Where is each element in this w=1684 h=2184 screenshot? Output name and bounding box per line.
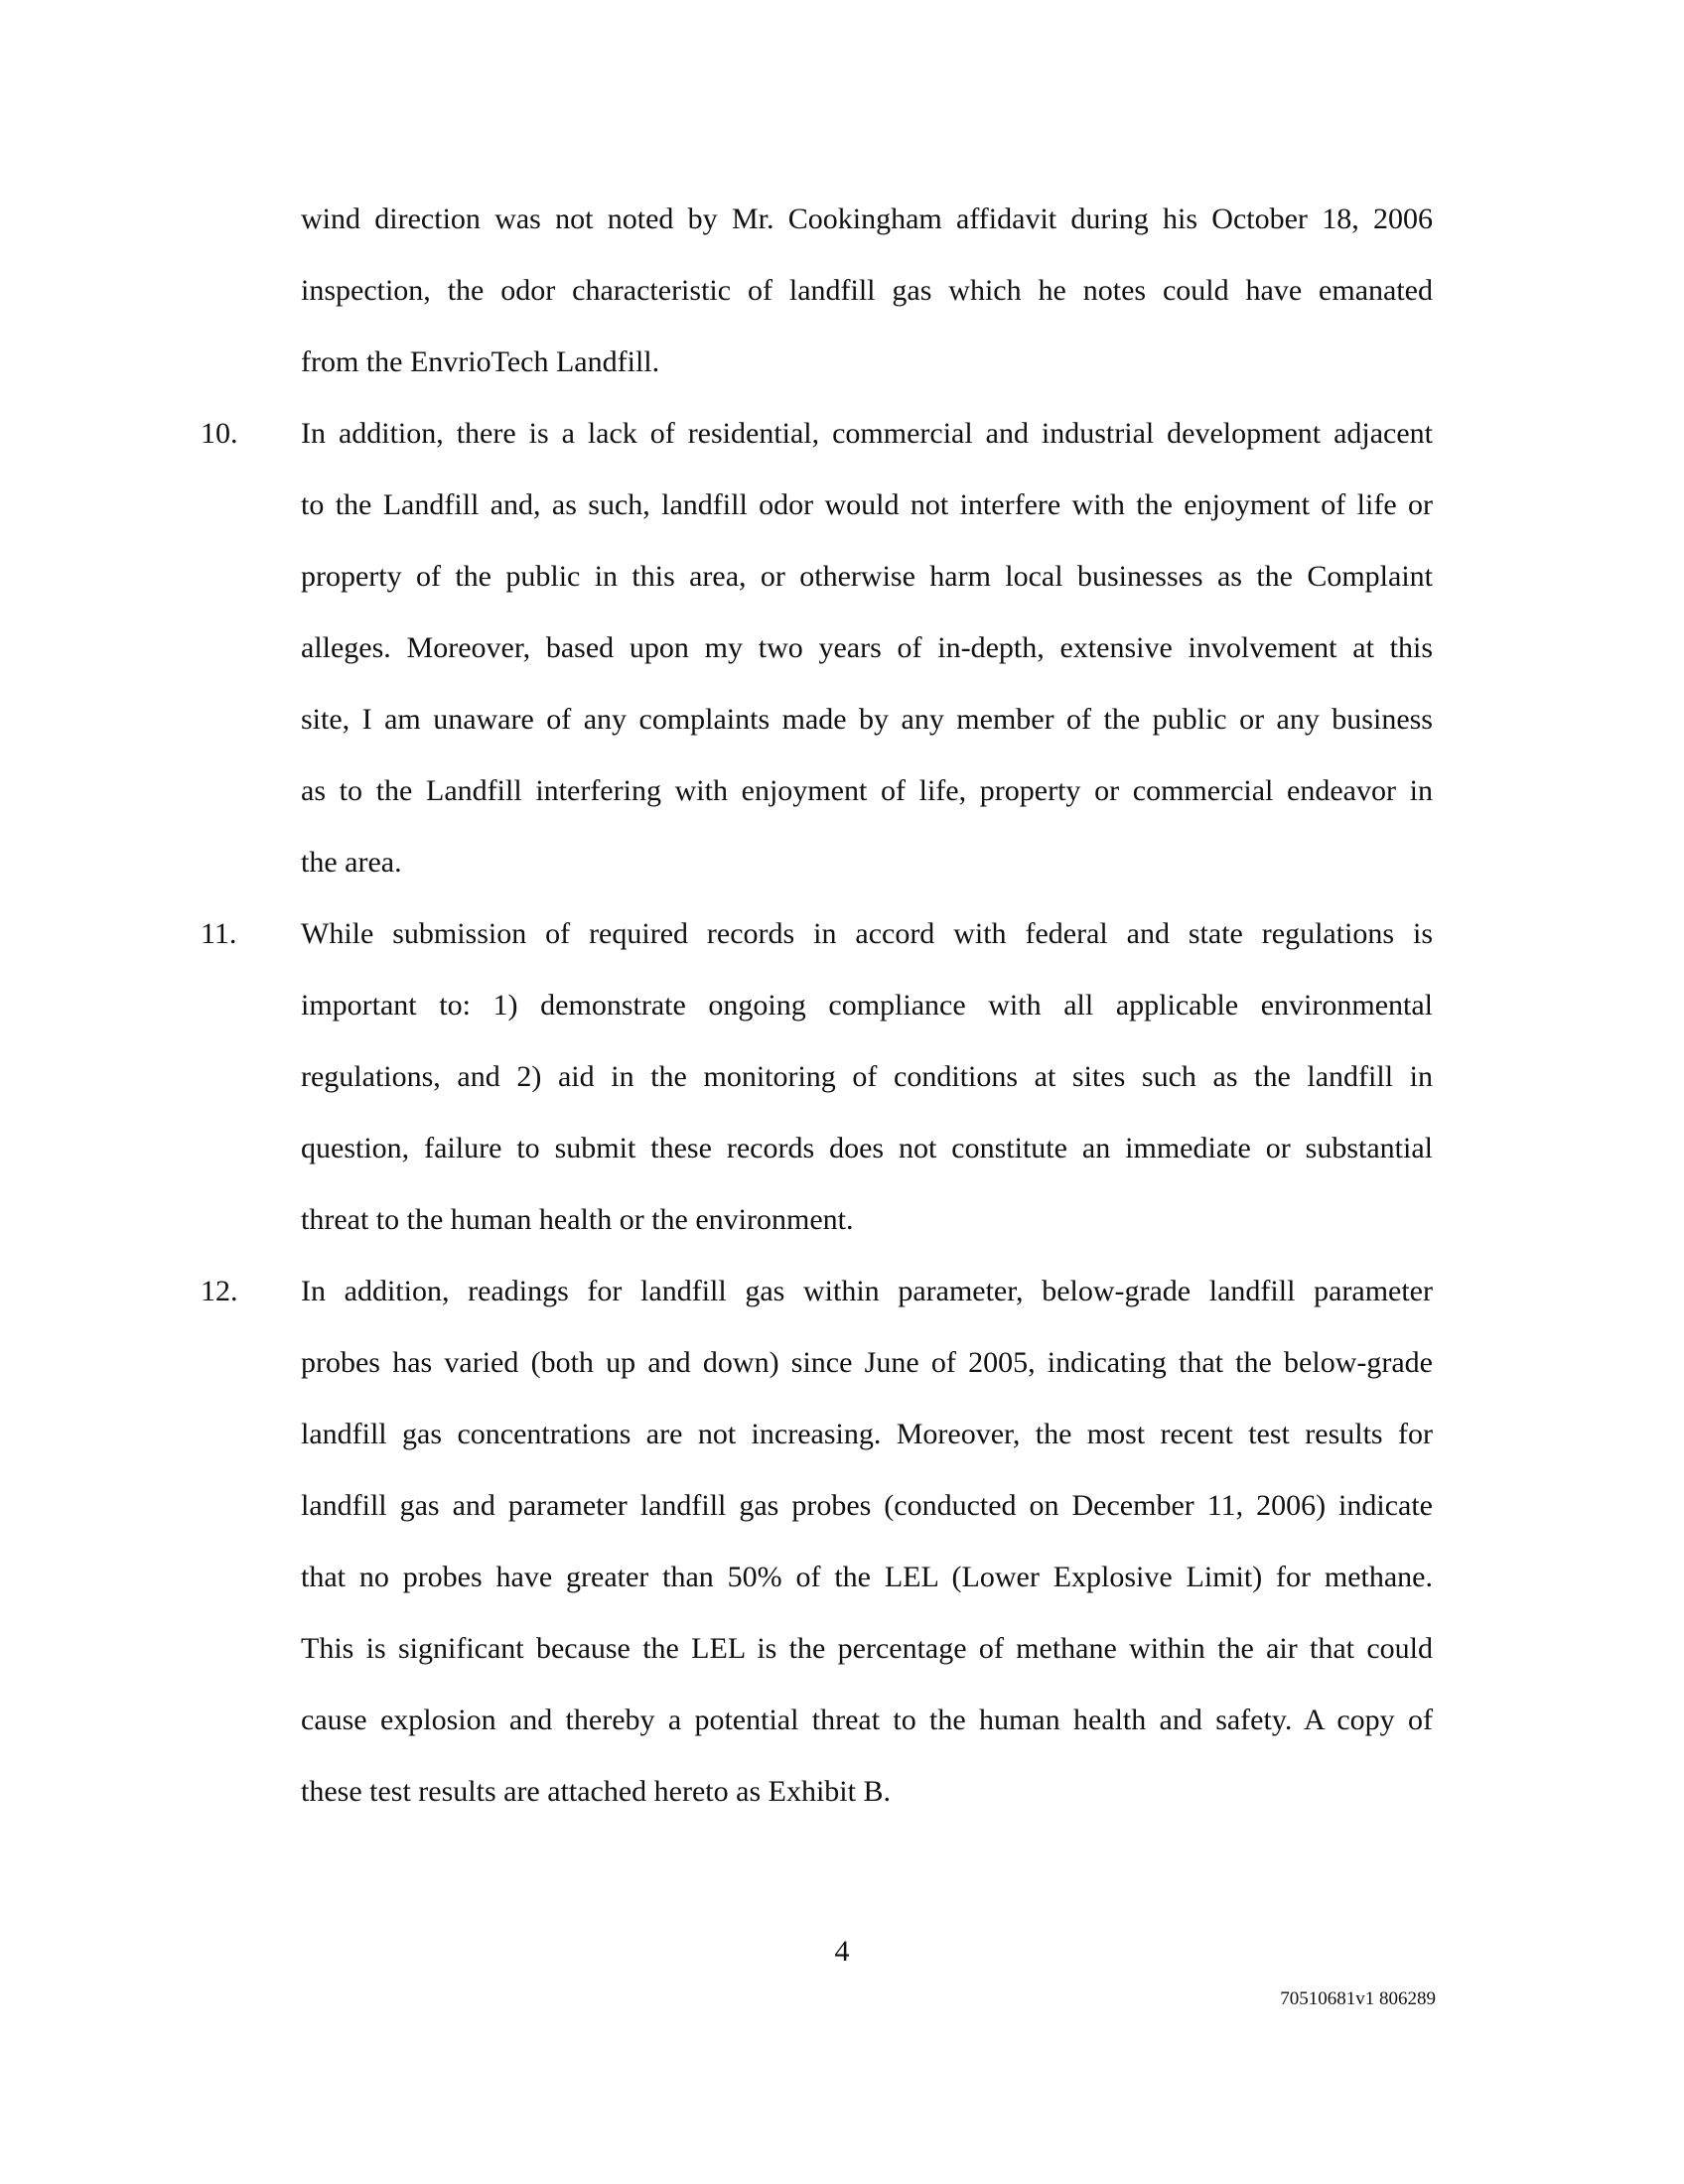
document-id: 70510681v1 806289 xyxy=(1280,1988,1436,2009)
body-line: regulations, and 2) aid in the monitoring of conditions at sites such as the landfill in xyxy=(301,1060,1433,1093)
body-line: This is significant because the LEL is the percentage of methane within the air that could xyxy=(301,1632,1433,1665)
body-line: landfill gas concentrations are not increasing. Moreover, the most recent test results for xyxy=(301,1418,1433,1450)
body-line: probes has varied (both up and down) since June of 2005, indicating that the below-grade xyxy=(301,1346,1433,1379)
paragraph-number: 11. xyxy=(201,917,237,950)
body-line: wind direction was not noted by Mr. Cookingham affidavit during his October 18, 2006 xyxy=(301,203,1433,235)
body-line: that no probes have greater than 50% of the LEL (Lower Explosive Limit) for methane. xyxy=(301,1561,1433,1593)
body-line: property of the public in this area, or otherwise harm local businesses as the Complaint xyxy=(301,560,1433,593)
paragraph-number: 12. xyxy=(201,1275,238,1307)
body-line: cause explosion and thereby a potential threat to the human health and safety. A copy of xyxy=(301,1704,1433,1736)
body-line: While submission of required records in accord with federal and state regulations is xyxy=(301,917,1433,950)
body-line: alleges. Moreover, based upon my two years of in-depth, extensive involvement at this xyxy=(301,631,1433,664)
body-line: these test results are attached hereto as Exhibit B. xyxy=(301,1775,891,1808)
body-line: threat to the human health or the environment. xyxy=(301,1203,854,1236)
body-line: the area. xyxy=(301,846,402,879)
body-line: question, failure to submit these records does not constitute an immediate or substantial xyxy=(301,1132,1433,1164)
body-line: to the Landfill and, as such, landfill odor would not interfere with the enjoyment of life or xyxy=(301,488,1433,521)
paragraph-number: 10. xyxy=(201,417,238,450)
body-line: In addition, there is a lack of residential, commercial and industrial development adjacent xyxy=(301,417,1433,450)
body-line: site, I am unaware of any complaints made by any member of the public or any business xyxy=(301,703,1433,736)
page-number: 4 xyxy=(834,1935,850,1968)
body-line: important to: 1) demonstrate ongoing compliance with all applicable environmental xyxy=(301,989,1433,1022)
body-line: from the EnvrioTech Landfill. xyxy=(301,345,660,378)
body-line: inspection, the odor characteristic of landfill gas which he notes could have emanated xyxy=(301,274,1433,307)
body-line: In addition, readings for landfill gas within parameter, below-grade landfill parameter xyxy=(301,1275,1433,1307)
body-line: landfill gas and parameter landfill gas probes (conducted on December 11, 2006) indicate xyxy=(301,1489,1433,1522)
body-line: as to the Landfill interfering with enjoyment of life, property or commercial endeavor in xyxy=(301,774,1433,807)
